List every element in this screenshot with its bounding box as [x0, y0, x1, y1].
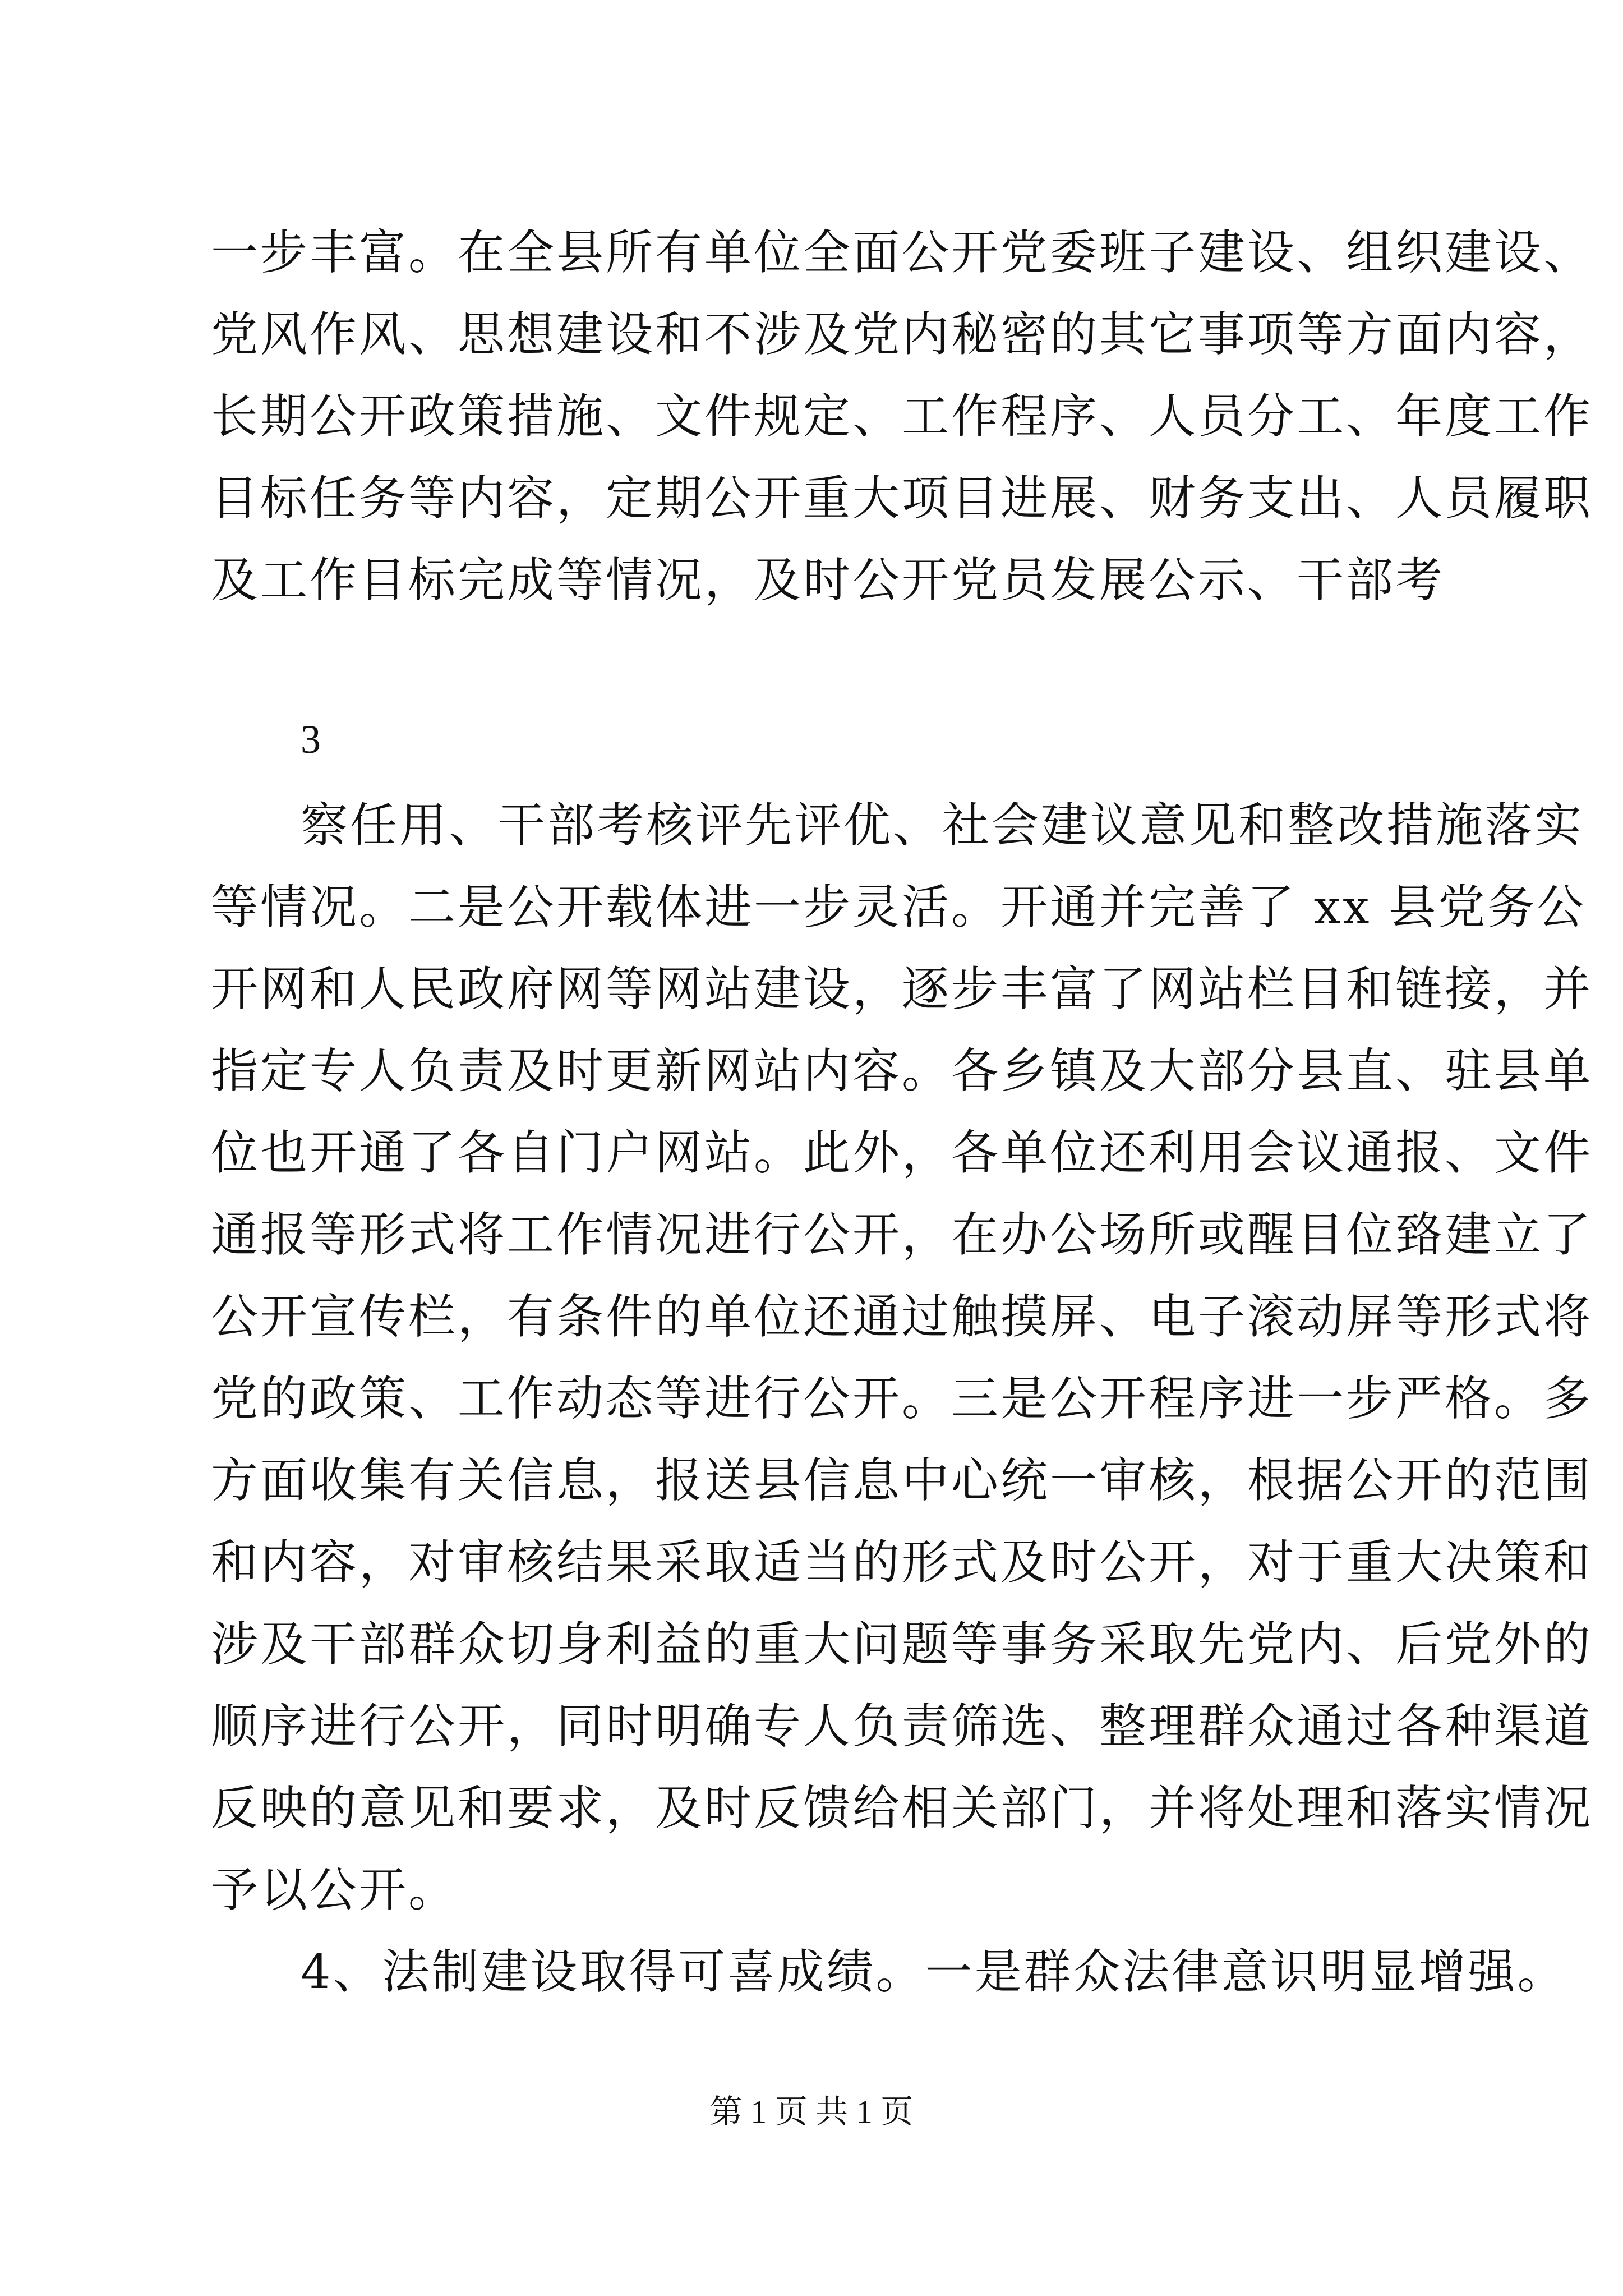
text-line: 和内容，对审核结果采取适当的形式及时公开，对于重大决策和: [211, 1535, 1593, 1590]
text-line: 党风作风、思想建设和不涉及党内秘密的其它事项等方面内容，: [211, 307, 1593, 362]
paragraph-first-line: 4、法制建设取得可喜成绩。一是群众法律意识明显增强。: [301, 1944, 1567, 1999]
text-line: 位也开通了各自门户网站。此外，各单位还利用会议通报、文件: [211, 1125, 1593, 1180]
text-line: 反映的意见和要求，及时反馈给相关部门，并将处理和落实情况: [211, 1780, 1593, 1835]
page-marker: 3: [301, 717, 321, 762]
text-line: 及工作目标完成等情况，及时公开党员发展公示、干部考: [211, 553, 1445, 608]
text-line: 开网和人民政府网等网站建设，逐步丰富了网站栏目和链接，并: [211, 961, 1593, 1016]
text-line: 公开宣传栏，有条件的单位还通过触摸屏、电子滚动屏等形式将: [211, 1289, 1593, 1344]
paragraph-first-line: 察任用、干部考核评先评优、社会建议意见和整改措施落实: [301, 798, 1584, 853]
text-line: 一步丰富。在全县所有单位全面公开党委班子建设、组织建设、: [211, 225, 1593, 280]
text-line: 党的政策、工作动态等进行公开。三是公开程序进一步严格。多: [211, 1371, 1593, 1426]
text-line: 等情况。二是公开载体进一步灵活。开通并完善了 xx 县党务公: [211, 880, 1587, 935]
text-line: 目标任务等内容，定期公开重大项目进展、财务支出、人员履职: [211, 471, 1593, 526]
text-line: 指定专人负责及时更新网站内容。各乡镇及大部分县直、驻县单: [211, 1043, 1593, 1098]
text-line: 通报等形式将工作情况进行公开，在办公场所或醒目位臵建立了: [211, 1207, 1593, 1262]
text-line: 长期公开政策措施、文件规定、工作程序、人员分工、年度工作: [211, 389, 1593, 444]
text-line: 顺序进行公开，同时明确专人负责筛选、整理群众通过各种渠道: [211, 1699, 1593, 1754]
text-line: 予以公开。: [211, 1862, 458, 1917]
text-line: 方面收集有关信息，报送县信息中心统一审核，根据公开的范围: [211, 1453, 1593, 1508]
text-line: 涉及干部群众切身利益的重大问题等事务采取先党内、后党外的: [211, 1617, 1593, 1672]
page-footer: 第 1 页 共 1 页: [709, 2093, 914, 2130]
